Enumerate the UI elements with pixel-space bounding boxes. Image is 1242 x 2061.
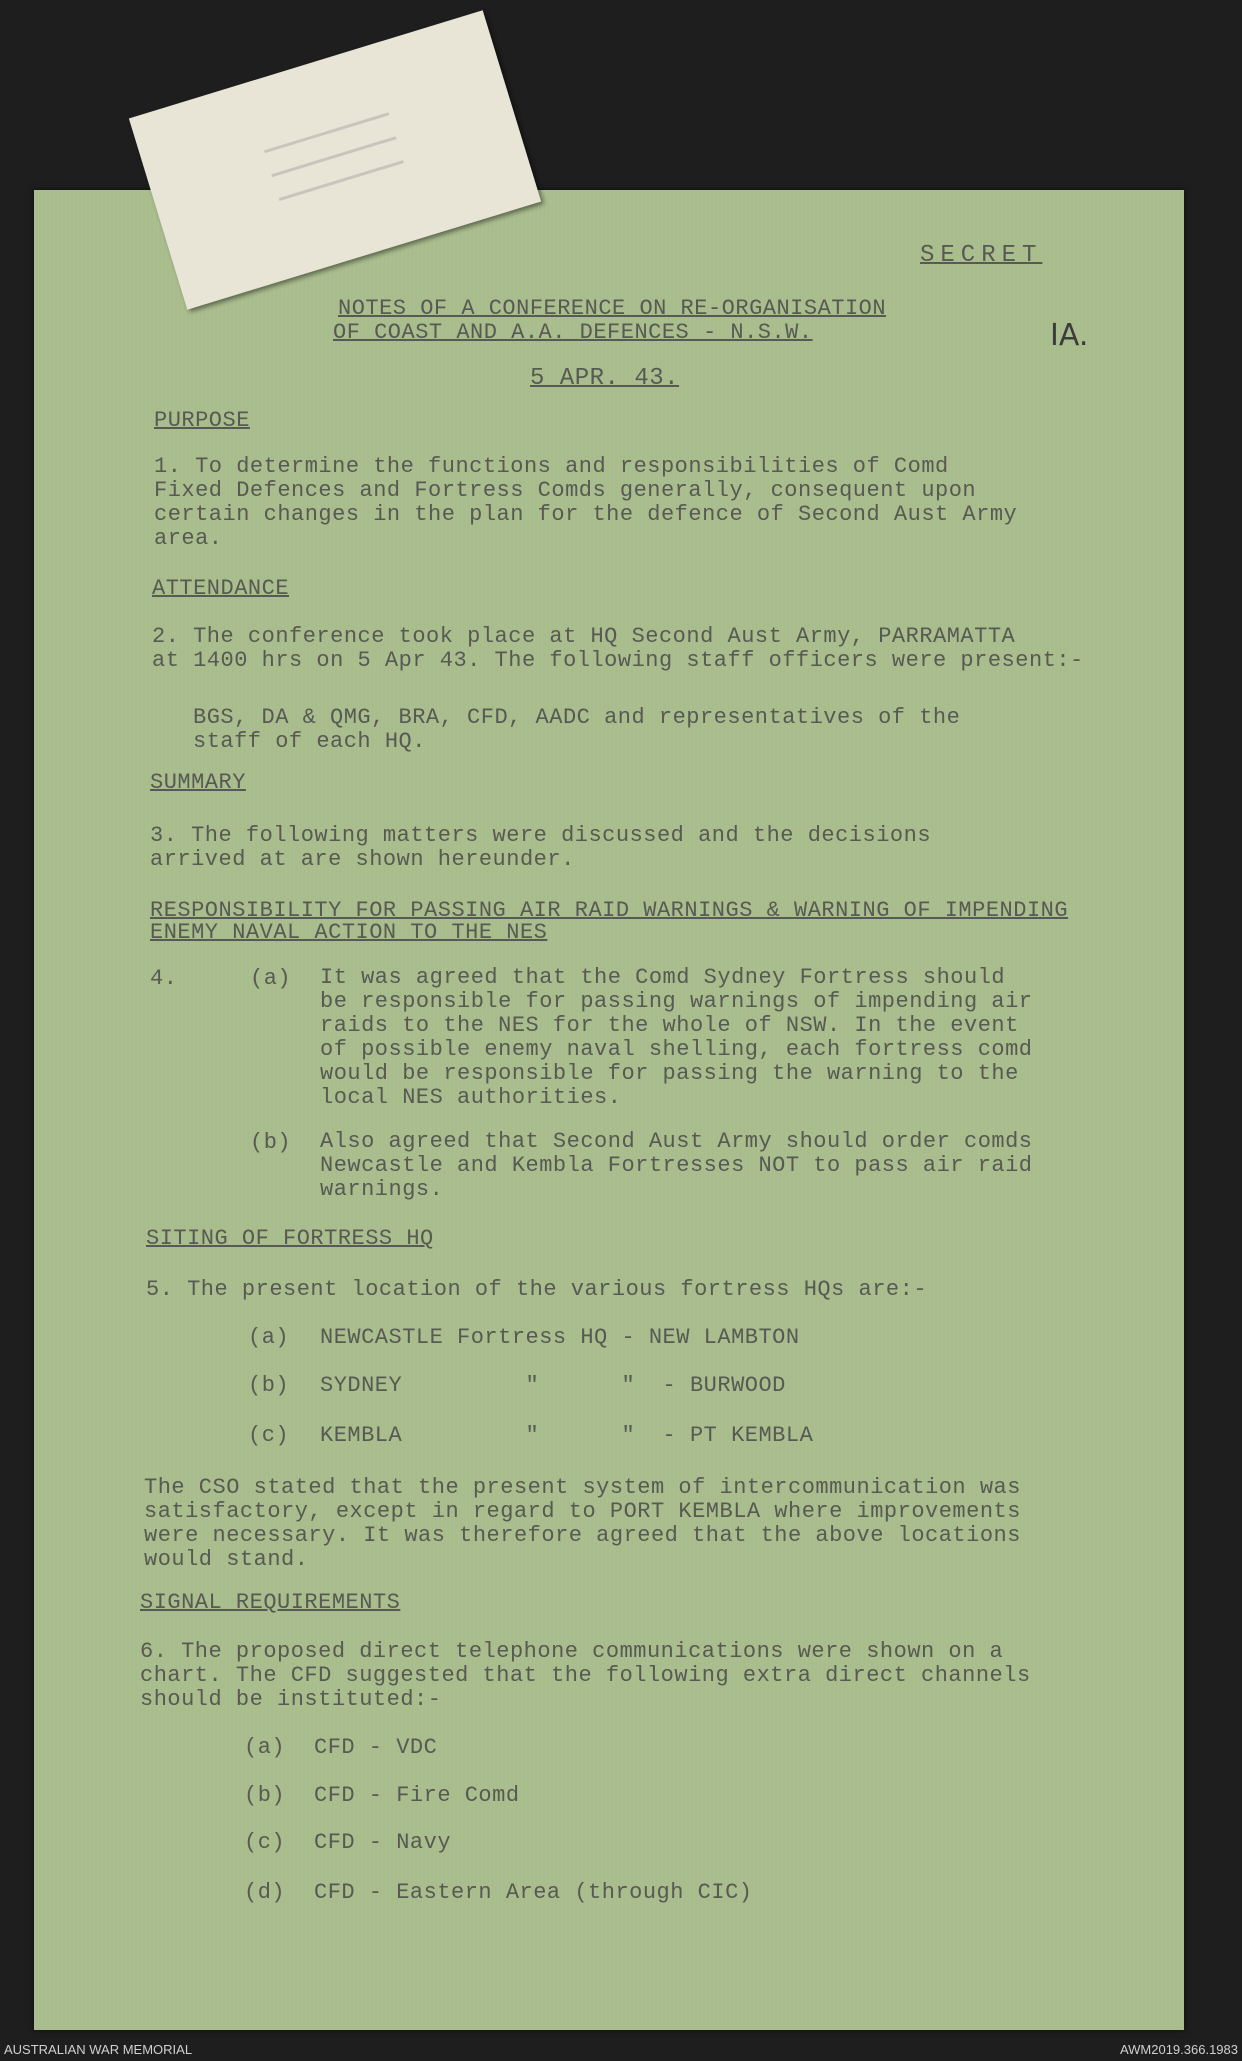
archive-credit: AUSTRALIAN WAR MEMORIAL [4,2042,193,2057]
signal-item-a-label: (a) [244,1735,286,1760]
summary-paragraph: 3. The following matters were discussed and the decisions arrived at are shown hereunder. [150,823,932,872]
handwritten-mark: IA. [1050,318,1089,353]
siting-item-c-label: (c) [248,1423,290,1448]
responsibility-heading-line-2: ENEMY NAVAL ACTION TO THE NES [150,920,548,945]
siting-item-c-text: KEMBLA " " - PT KEMBLA [320,1423,814,1448]
signal-paragraph: 6. The proposed direct telephone communications were shown on a chart. The CFD suggested that the following extra direct channels should be instituted:- [140,1639,1031,1712]
item-4a-label: (a) [250,966,292,991]
title-line-2: OF COAST AND A.A. DEFENCES - N.S.W. [333,320,813,345]
document-date: 5 APR. 43. [530,365,680,392]
item-4b-text: Also agreed that Second Aust Army should order comds Newcastle and Kembla Fortresses NOT to pass air raid warnings. [320,1129,1033,1202]
siting-item-b-label: (b) [248,1373,290,1398]
signal-item-b-text: CFD - Fire Comd [314,1783,520,1808]
summary-heading: SUMMARY [150,770,246,795]
attendance-paragraph: 2. The conference took place at HQ Second Aust Army, PARRAMATTA at 1400 hrs on 5 Apr 43. The following staff officers were present:- [152,624,1084,673]
item-4a-text: It was agreed that the Comd Sydney Fortress should be responsible for passing warnings of impending air raids to the NES for the whole of NSW. In the event of possible enemy naval shelling, each fortress comd would be responsible for passing the warning to the local NES authorities. [320,965,1033,1110]
siting-paragraph: 5. The present location of the various fortress HQs are:- [146,1277,928,1302]
accession-number: AWM2019.366.1983 [1119,2042,1238,2057]
attendance-heading: ATTENDANCE [152,576,290,601]
purpose-paragraph: 1. To determine the functions and responsibilities of Comd Fixed Defences and Fortress Comds generally, consequent upon certain changes in the plan for the defence of Second Aust Army area. [154,454,1018,551]
siting-item-b-text: SYDNEY " " - BURWOOD [320,1373,786,1398]
signal-item-d-text: CFD - Eastern Area (through CIC) [314,1880,753,1905]
siting-heading: SITING OF FORTRESS HQ [146,1226,434,1251]
classification-label: SECRET [920,242,1043,269]
signal-item-c-text: CFD - Navy [314,1830,452,1855]
siting-item-a-label: (a) [248,1325,290,1350]
attendance-present-list: BGS, DA & QMG, BRA, CFD, AADC and representatives of the staff of each HQ. [193,705,961,754]
signal-item-a-text: CFD - VDC [314,1735,438,1760]
responsibility-heading-line-1: RESPONSIBILITY FOR PASSING AIR RAID WARNINGS & WARNING OF IMPENDING [150,898,1069,923]
signal-item-c-label: (c) [244,1830,286,1855]
siting-closing-paragraph: The CSO stated that the present system of intercommunication was satisfactory, except in regard to PORT KEMBLA where improvements were necessary. It was therefore agreed that the above locations would stand. [144,1475,1021,1572]
purpose-heading: PURPOSE [154,408,250,433]
signal-heading: SIGNAL REQUIREMENTS [140,1590,401,1615]
signal-item-d-label: (d) [244,1880,286,1905]
signal-item-b-label: (b) [244,1783,286,1808]
item-number-4: 4. [150,966,178,991]
item-4b-label: (b) [250,1130,292,1155]
title-line-1: NOTES OF A CONFERENCE ON RE-ORGANISATION [338,296,887,321]
siting-item-a-text: NEWCASTLE Fortress HQ - NEW LAMBTON [320,1325,800,1350]
